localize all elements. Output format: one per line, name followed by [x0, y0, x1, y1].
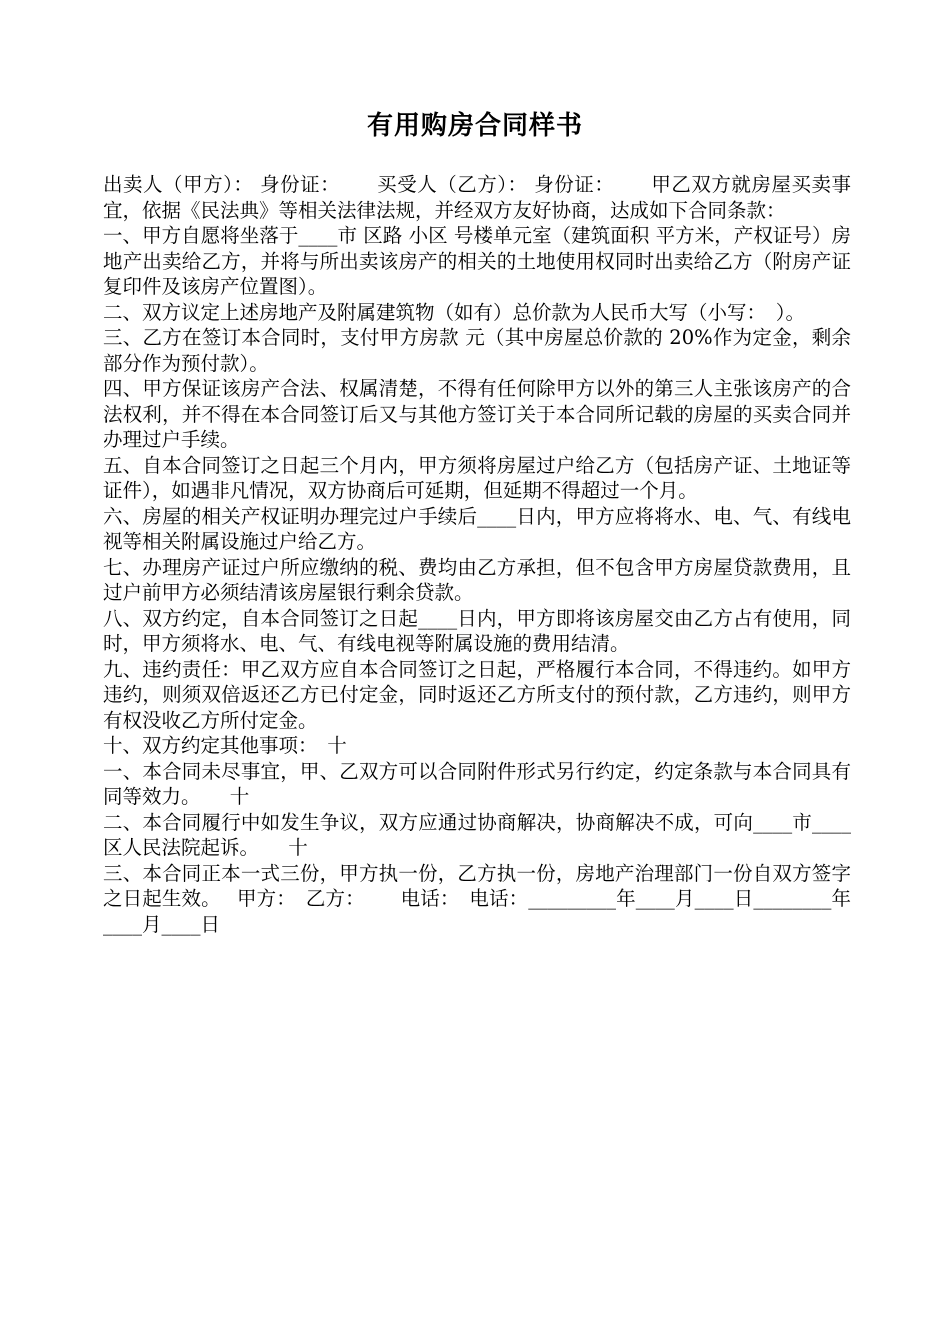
contract-paragraph: 出卖人（甲方）： 身份证： 买受人（乙方）： 身份证： 甲乙双方就房屋买卖事宜，依据《民法典》等相关法律法规，并经双方友好协商，达成如下合同条款：	[103, 173, 851, 222]
contract-paragraph: 二、双方议定上述房地产及附属建筑物（如有）总价款为人民币大写（小写： ）。	[103, 300, 806, 324]
contract-paragraph: 四、甲方保证该房产合法、权属清楚，不得有任何除甲方以外的第三人主张该房产的合法权利，并不得在本合同签订后又与其他方签订关于本合同所记载的房屋的买卖合同并办理过户手续。	[103, 377, 851, 451]
contract-paragraph: 三、乙方在签订本合同时，支付甲方房款 元（其中房屋总价款的 20%作为定金，剩余部分作为预付款）。	[103, 326, 851, 375]
contract-paragraph: 二、本合同履行中如发生争议，双方应通过协商解决，协商解决不成，可向____市____区人民法院起诉。 十	[103, 810, 851, 859]
contract-body	[103, 172, 851, 937]
contract-paragraph: 十、双方约定其他事项： 十	[103, 734, 347, 757]
contract-paragraph: 七、办理房产证过户所应缴纳的税、费均由乙方承担，但不包含甲方房屋贷款费用，且过户前甲方必须结清该房屋银行剩余贷款。	[103, 555, 851, 604]
contract-paragraph: 一、本合同未尽事宜，甲、乙双方可以合同附件形式另行约定，约定条款与本合同具有同等效力。 十	[103, 759, 851, 808]
document-title: 有用购房合同样书	[366, 111, 583, 141]
contract-paragraph: 九、违约责任：甲乙双方应自本合同签订之日起，严格履行本合同，不得违约。如甲方违约，则须双倍返还乙方已付定金，同时返还乙方所支付的预付款，乙方违约，则甲方有权没收乙方所付定金。	[103, 657, 851, 732]
contract-paragraph: 八、双方约定，自本合同签订之日起____日内，甲方即将该房屋交由乙方占有使用，同时，甲方须将水、电、气、有线电视等附属设施的费用结清。	[103, 606, 851, 655]
contract-paragraph: 六、房屋的相关产权证明办理完过户手续后____日内，甲方应将将水、电、气、有线电视等相关附属设施过户给乙方。	[103, 504, 851, 553]
contract-paragraph: 五、自本合同签订之日起三个月内，甲方须将房屋过户给乙方（包括房产证、土地证等证件），如遇非凡情况，双方协商后可延期，但延期不得超过一个月。	[103, 453, 851, 502]
contract-paragraph: 一、甲方自愿将坐落于____市 区路 小区 号楼单元室（建筑面积 平方米，产权证号）房地产出卖给乙方，并将与所出卖该房产的相关的土地使用权同时出卖给乙方（附房产证复印件及该房产位置图）。	[103, 224, 851, 298]
contract-paragraph: 三、本合同正本一式三份，甲方执一份，乙方执一份，房地产治理部门一份自双方签字之日起生效。 甲方： 乙方： 电话： 电话：_________年____月____日________年____月____日	[103, 861, 851, 936]
